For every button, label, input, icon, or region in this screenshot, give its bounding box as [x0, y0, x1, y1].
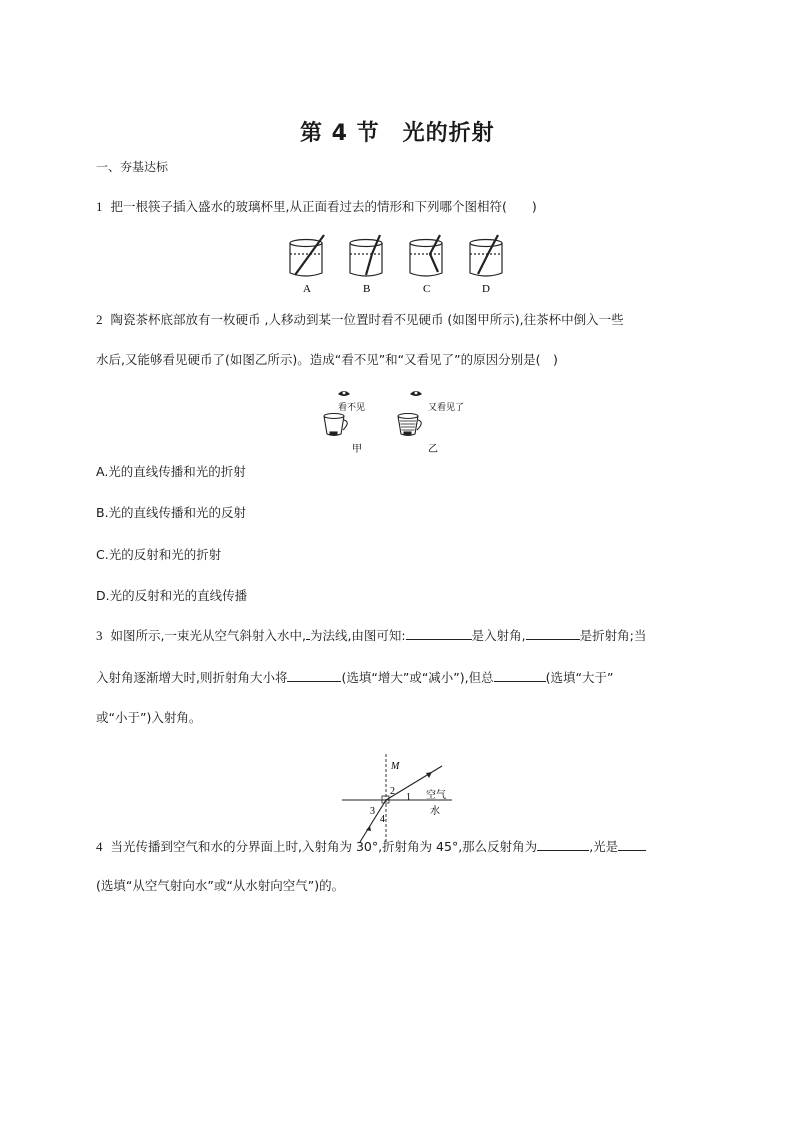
teacup-figure [318, 386, 478, 456]
option-d: D.光的反射和光的直线传播 [96, 588, 248, 603]
answer-blank[interactable] [618, 839, 646, 851]
question-number: 1 [96, 199, 103, 214]
question-number: 3 [96, 628, 103, 643]
option-a: A.光的直线传播和光的折射 [96, 464, 246, 479]
glass-option-b [350, 235, 382, 276]
option-label: B [363, 283, 371, 295]
cup-a-view-label: 看不见 [338, 402, 366, 412]
question-2-line-2 [96, 354, 558, 367]
glass-option-d [470, 235, 502, 276]
normal-label: M [391, 761, 400, 772]
refraction-diagram [340, 752, 458, 848]
question-text: 把一根筷子插入盛水的玻璃杯里,从正面看过去的情形和下列哪个图相符( ) [110, 199, 537, 214]
eye-icon [338, 391, 350, 396]
glass-option-c [410, 235, 442, 276]
water-label: 水 [430, 806, 440, 817]
answer-blank[interactable] [537, 839, 589, 851]
question-2-line-1 [96, 313, 624, 327]
question-3-line-2: 入射角逐渐增大时,则折射角大小将 (选填“增大”或“减小”),但总 (选填“大于” [96, 670, 614, 685]
glass-option-a [290, 235, 324, 276]
answer-blank[interactable] [287, 670, 341, 682]
question-text: 水后,又能够看见硬币了(如图乙所示)。造成“看不见”和“又看见了”的原因分别是( ) [96, 352, 558, 367]
answer-blank[interactable] [494, 670, 546, 682]
question-4-line-2: (选填“从空气射向水”或“从水射向空气”)的。 [96, 878, 345, 893]
page-title: 第 4 节 光的折射 [300, 121, 495, 146]
question-1 [96, 200, 537, 214]
question-number: 2 [96, 312, 103, 327]
teacup-with-water [398, 414, 421, 436]
eye-icon [410, 391, 422, 396]
answer-blank[interactable] [526, 628, 580, 640]
question-number: 4 [96, 839, 103, 854]
option-c: C.光的反射和光的折射 [96, 547, 222, 562]
cup-b-caption: 乙 [428, 444, 438, 455]
section-heading: 一、夯基达标 [96, 160, 169, 174]
cup-a-caption: 甲 [352, 444, 362, 455]
option-b: B.光的直线传播和光的反射 [96, 505, 247, 520]
option-label: C [423, 283, 431, 295]
chopstick-glasses-figure [282, 232, 522, 296]
question-3-line-3: 或“小于”)入射角。 [96, 710, 202, 725]
air-label: 空气 [426, 790, 446, 801]
question-4-line-1: 4 当光传播到空气和水的分界面上时,入射角为 30°,折射角为 45°,那么反射角为 ,光是 [96, 839, 646, 854]
question-3-line-1: 3 如图所示,一束光从空气斜射入水中, 为法线,由图可知: 是入射角, 是折射角;当 [96, 628, 647, 643]
option-label: D [482, 283, 490, 295]
question-text: 陶瓷茶杯底部放有一枚硬币 ,人移动到某一位置时看不见硬币 (如图甲所示),往茶杯中倒入一些 [110, 312, 624, 327]
angle-3-label: 3 [370, 806, 375, 817]
answer-blank[interactable] [406, 628, 472, 640]
angle-1-label: 1 [406, 792, 411, 803]
angle-4-label: 4 [380, 814, 385, 825]
teacup-empty [324, 414, 347, 436]
cup-b-view-label: 又看见了 [428, 402, 465, 412]
angle-2-label: 2 [390, 786, 395, 797]
option-label: A [303, 283, 311, 295]
